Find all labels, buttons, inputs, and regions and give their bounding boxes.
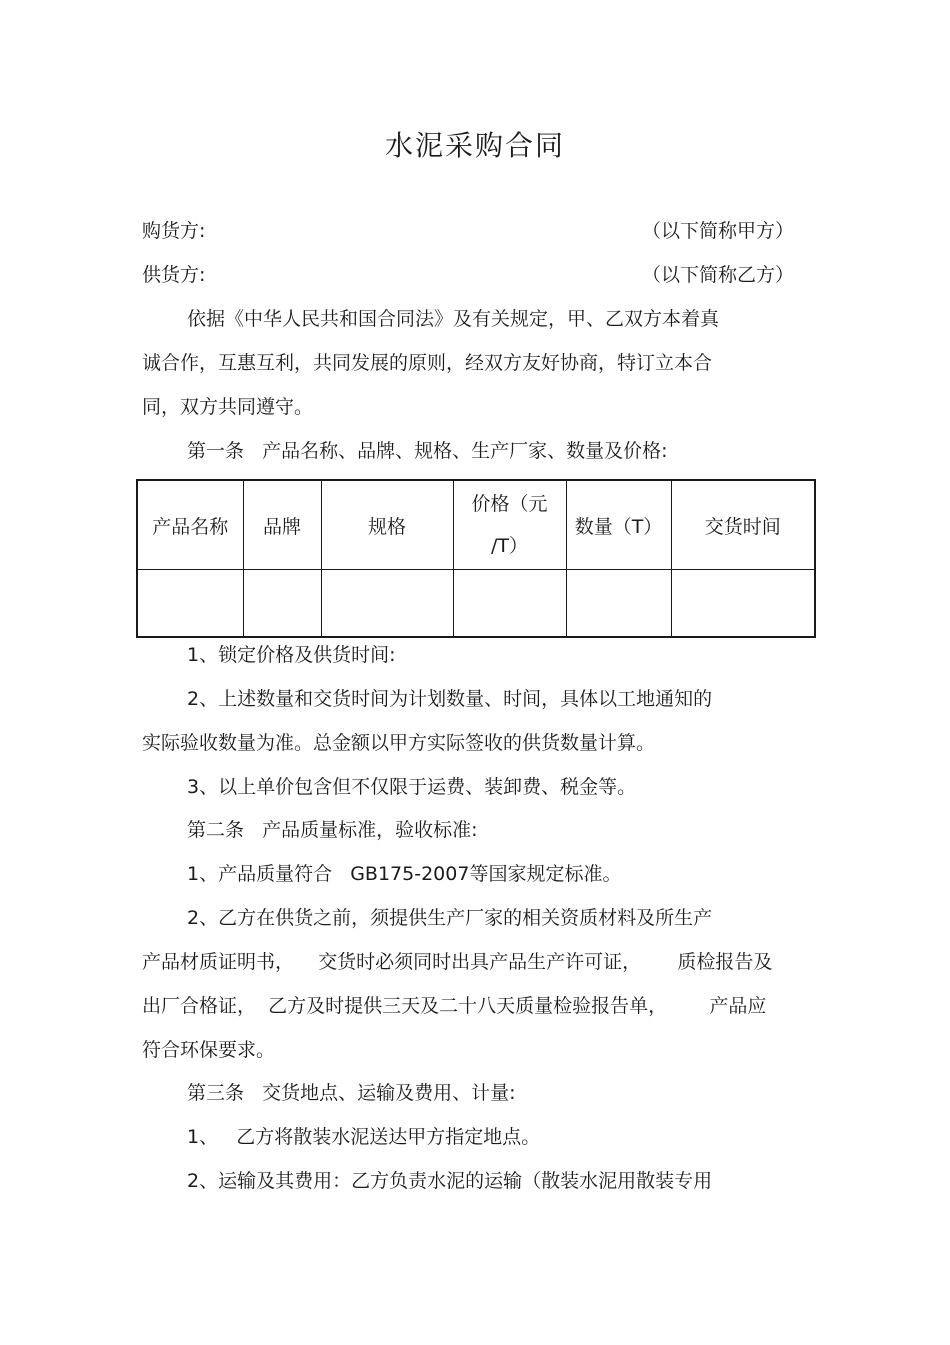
table-row xyxy=(137,570,815,638)
article-2-item: 2、乙方在供货之前，须提供生产厂家的相关资质材料及所生产 xyxy=(187,907,713,929)
cell-product-name[interactable] xyxy=(137,570,243,638)
cell-spec[interactable] xyxy=(321,570,453,638)
header-price-line-1: 价格（元 xyxy=(471,493,548,515)
article-3-item: 2、运输及其费用：乙方负责水泥的运输（散装水泥用散装专用 xyxy=(187,1170,713,1192)
preamble-line: 依据《中华人民共和国合同法》及有关规定，甲、乙双方本着真 xyxy=(187,308,720,330)
header-price xyxy=(453,480,566,570)
preamble-line: 诚合作，互惠互利，共同发展的原则，经双方友好协商，特订立本合 xyxy=(142,352,713,374)
seller-label: 供货方: xyxy=(142,264,206,286)
buyer-label: 购货方: xyxy=(142,220,206,242)
article-1-item: 实际验收数量为准。总金额以甲方实际签收的供货数量计算。 xyxy=(142,732,656,754)
cell-price[interactable] xyxy=(453,570,566,638)
header-quantity: 数量（T） xyxy=(566,480,671,570)
seller-alias: （以下简称乙方） xyxy=(642,264,795,286)
product-table xyxy=(136,479,816,638)
article-3-item: 1、 乙方将散装水泥送达甲方指定地点。 xyxy=(187,1126,541,1148)
contract-title: 水泥采购合同 xyxy=(384,129,565,162)
article-2-heading: 第二条 产品质量标准，验收标准: xyxy=(187,819,478,841)
article-1-item: 2、上述数量和交货时间为计划数量、时间，具体以工地通知的 xyxy=(187,688,713,710)
header-delivery-time: 交货时间 xyxy=(671,480,815,570)
buyer-alias: （以下简称甲方） xyxy=(642,220,795,242)
table-header-row xyxy=(137,480,815,570)
cell-brand[interactable] xyxy=(243,570,321,638)
cell-quantity[interactable] xyxy=(566,570,671,638)
article-2-item: 出厂合格证， 乙方及时提供三天及二十八天质量检验报告单， 产品应 xyxy=(142,995,767,1017)
preamble-line: 同，双方共同遵守。 xyxy=(142,396,314,418)
article-2-item: 1、产品质量符合 GB175-2007等国家规定标准。 xyxy=(187,863,622,885)
header-brand: 品牌 xyxy=(243,480,321,570)
article-1-item: 3、以上单价包含但不仅限于运费、装卸费、税金等。 xyxy=(187,776,637,798)
header-spec: 规格 xyxy=(321,480,453,570)
cell-delivery-time[interactable] xyxy=(671,570,815,638)
header-product-name: 产品名称 xyxy=(137,480,243,570)
article-1-item: 1、锁定价格及供货时间: xyxy=(187,644,396,666)
header-price-line-2: /T） xyxy=(490,535,528,557)
article-1-heading: 第一条 产品名称、品牌、规格、生产厂家、数量及价格: xyxy=(187,440,668,462)
article-2-item: 产品材质证明书， 交货时必须同时出具产品生产许可证， 质检报告及 xyxy=(142,951,773,973)
article-3-heading: 第三条 交货地点、运输及费用、计量: xyxy=(187,1082,516,1104)
article-2-item: 符合环保要求。 xyxy=(142,1039,276,1061)
